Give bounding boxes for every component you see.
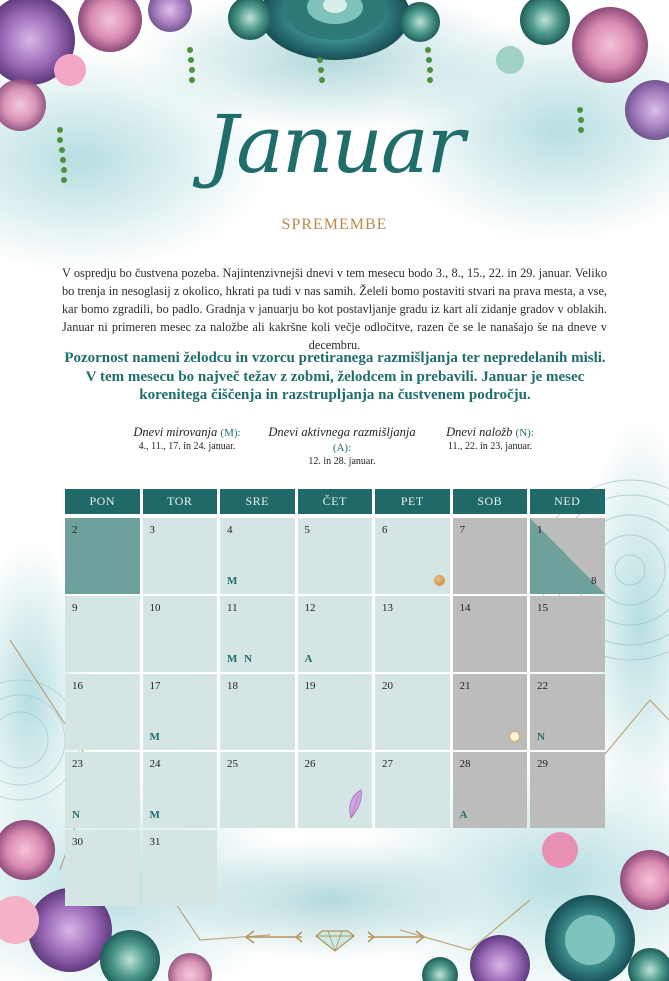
day-code: M: [149, 730, 162, 743]
weekday-header: TOR: [143, 489, 218, 514]
day-code: N: [537, 730, 547, 743]
day-code: M: [227, 574, 240, 587]
weekday-header: SOB: [453, 489, 528, 514]
day-number: 11: [227, 602, 238, 614]
day-number: 30: [72, 836, 83, 848]
legend-item-active-thinking: [262, 425, 422, 467]
day-number: 4: [227, 524, 233, 536]
day-cell[interactable]: [375, 518, 450, 594]
day-number: 29: [537, 758, 548, 770]
day-cell[interactable]: [143, 518, 218, 594]
day-number: 5: [304, 524, 310, 536]
day-cell[interactable]: [375, 596, 450, 672]
legend-item-investments: [430, 425, 550, 452]
day-cell[interactable]: [453, 752, 528, 828]
day-code: M N: [227, 652, 255, 665]
legend-title: Dnevi mirovanja: [133, 425, 218, 439]
day-cell[interactable]: [65, 674, 140, 750]
day-number: 25: [227, 758, 238, 770]
day-code: M: [149, 808, 162, 821]
arrow-right-icon: [368, 931, 424, 943]
day-cell[interactable]: [65, 596, 140, 672]
day-cell[interactable]: [530, 752, 605, 828]
day-cell[interactable]: [65, 518, 140, 594]
day-number: 24: [149, 758, 161, 770]
day-cell[interactable]: [143, 674, 218, 750]
day-number: 28: [459, 758, 471, 770]
full-moon-icon: [435, 576, 444, 585]
day-number: 16: [72, 680, 83, 692]
day-number-secondary: 8: [591, 574, 597, 587]
day-number: 23: [72, 758, 83, 770]
day-number: 31: [149, 836, 161, 848]
day-code: A: [304, 652, 315, 665]
day-number: 10: [149, 602, 161, 614]
month-title: Januar: [206, 98, 463, 191]
day-cell[interactable]: [220, 752, 295, 828]
legend-code: (A):: [332, 442, 352, 454]
day-number: 20: [382, 680, 393, 692]
emphasis-paragraph: [50, 349, 620, 405]
day-number: 7: [459, 524, 465, 536]
day-cell[interactable]: [143, 596, 218, 672]
day-number: 9: [72, 602, 78, 614]
legend-days: 12. in 28. januar.: [308, 456, 376, 467]
day-cell[interactable]: [220, 674, 295, 750]
day-cell[interactable]: [143, 752, 218, 828]
day-number: 26: [304, 758, 316, 770]
day-cell[interactable]: [375, 752, 450, 828]
day-code: A: [459, 808, 470, 821]
day-cell[interactable]: [530, 518, 605, 594]
weekday-header: SRE: [220, 489, 295, 514]
day-number: 1: [537, 524, 543, 536]
day-cell[interactable]: [453, 674, 528, 750]
emphasis-line: korenitega čiščenja in razstrupljanja na čustvenem področju.: [139, 387, 531, 403]
day-number: 14: [459, 602, 471, 614]
emphasis-line: V tem mesecu bo največ težav z zobmi, želodcem in prebavili. Januar je mesec: [85, 368, 585, 385]
day-cell[interactable]: [220, 596, 295, 672]
legend-code: (N):: [515, 427, 534, 439]
legend-title: Dnevi naložb: [446, 425, 513, 439]
day-number: 21: [459, 680, 471, 692]
day-cell[interactable]: [298, 674, 373, 750]
legend-code: (M):: [220, 427, 241, 439]
day-number: 22: [537, 680, 548, 692]
weekday-header: ČET: [298, 489, 373, 514]
day-number: 6: [382, 524, 388, 536]
diamond-icon: [316, 931, 354, 951]
day-cell[interactable]: [220, 518, 295, 594]
day-number: 12: [304, 602, 316, 614]
day-cell[interactable]: [375, 674, 450, 750]
day-cell[interactable]: [453, 518, 528, 594]
day-number: 17: [149, 680, 161, 692]
day-number: 19: [304, 680, 316, 692]
arrow-left-icon: [246, 931, 302, 943]
day-cell[interactable]: [65, 752, 140, 828]
day-number: 2: [72, 524, 78, 536]
legend-days: 4., 11., 17. in 24. januar.: [138, 441, 236, 452]
day-number: 27: [382, 758, 393, 770]
day-cell[interactable]: [298, 518, 373, 594]
day-cell[interactable]: [298, 596, 373, 672]
day-code: N: [72, 808, 82, 821]
weekday-header: PET: [375, 489, 450, 514]
day-number: 3: [149, 524, 155, 536]
emphasis-line: Pozornost nameni želodcu in vzorcu pretiranega razmišljanja ter nepredelanih misli.: [64, 350, 606, 366]
day-cell[interactable]: [530, 674, 605, 750]
day-cell[interactable]: [143, 830, 218, 906]
weekday-header: PON: [65, 489, 140, 514]
legend-days: 11., 22. in 23. januar.: [447, 441, 533, 452]
day-number: 18: [227, 680, 238, 692]
legend-title: Dnevi aktivnega razmišljanja: [268, 425, 416, 439]
day-cell[interactable]: [298, 752, 373, 828]
intro-paragraph: V ospredju bo čustvena pozeba. Najintenzivnejši dnevi v tem mesecu bodo 3., 8., 15., 22. in 29. januar. Veliko bo trenja in nesoglasij z okolico, hkrati pa tudi v nas samih. Želeli bomo postaviti stvari na prava mesta, a vse, kar bomo zgradili, bo padlo. Gradnja v januarju bo kot postavljanje gradu iz kart ali zidanje gradov v oblakih. Januar ni primeren mesec za naložbe ali kakršne koli večje odločitve, razen če se le nanašajo še na dneve v decembru.: [62, 266, 607, 352]
footer-ornament: [240, 922, 430, 952]
new-moon-icon: [510, 732, 519, 741]
feather-icon: [346, 788, 366, 822]
day-cell[interactable]: [453, 596, 528, 672]
day-number: 13: [382, 602, 393, 614]
day-cell[interactable]: [530, 596, 605, 672]
weekday-header: NED: [530, 489, 605, 514]
legend-item-rest: [122, 425, 252, 452]
month-subtitle: SPREMEMBE: [281, 216, 388, 233]
day-number: 15: [537, 602, 548, 614]
day-cell[interactable]: [65, 830, 140, 906]
